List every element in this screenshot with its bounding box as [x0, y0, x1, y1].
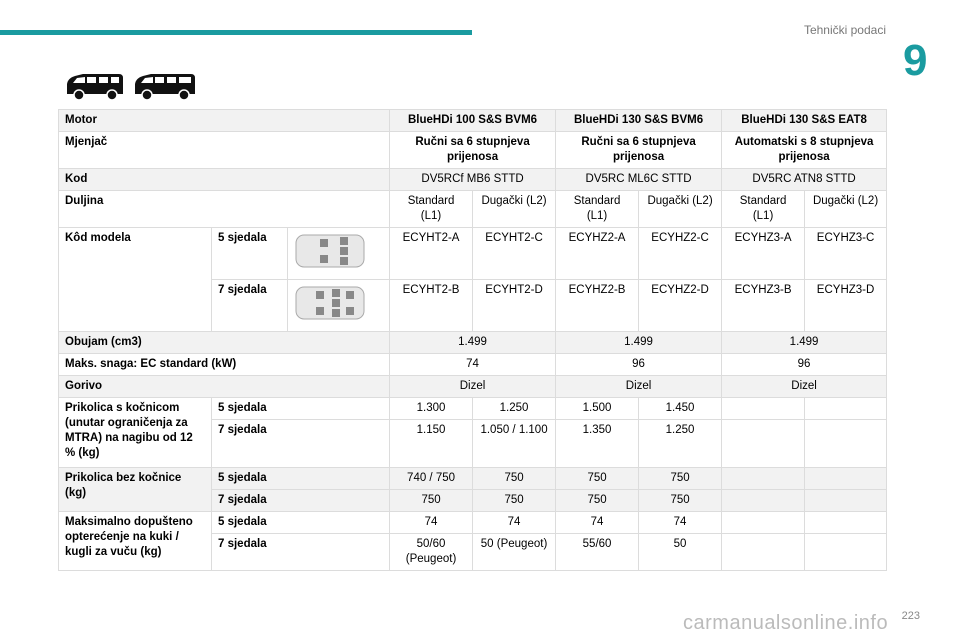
value-cell — [805, 490, 887, 512]
value-cell — [805, 398, 887, 420]
value-cell: 1.250 — [473, 398, 556, 420]
displacement-row — [59, 332, 887, 354]
length-cell: Standard (L1) — [722, 191, 805, 228]
model-code-cell: ECYHZ2-D — [639, 280, 722, 332]
value-cell: 50 — [639, 534, 722, 571]
model-code-cell: ECYHZ2-B — [556, 280, 639, 332]
length-cell: Standard (L1) — [390, 191, 473, 228]
row-label: Duljina — [59, 191, 390, 228]
seat-count-label: 5 sjedala — [212, 398, 390, 420]
model-code-5-row — [59, 228, 887, 280]
displacement-cell: 1.499 — [556, 332, 722, 354]
length-cell: Dugački (L2) — [473, 191, 556, 228]
engine-cell: BlueHDi 130 S&S BVM6 — [556, 110, 722, 132]
seat-count-label: 7 sjedala — [212, 280, 288, 332]
power-cell: 74 — [390, 354, 556, 376]
value-cell: 50/60 (Peugeot) — [390, 534, 473, 571]
technical-data-table — [58, 109, 887, 571]
seat-count-label: 7 sjedala — [212, 534, 390, 571]
seat-layout-5-icon — [294, 231, 366, 271]
row-label: Maks. snaga: EC standard (kW) — [59, 354, 390, 376]
displacement-cell: 1.499 — [722, 332, 887, 354]
value-cell: 1.050 / 1.100 — [473, 420, 556, 468]
code-cell: DV5RC ATN8 STTD — [722, 169, 887, 191]
value-cell: 74 — [473, 512, 556, 534]
value-cell: 1.150 — [390, 420, 473, 468]
model-code-cell: ECYHT2-C — [473, 228, 556, 280]
value-cell — [722, 398, 805, 420]
value-cell: 750 — [639, 490, 722, 512]
length-cell: Dugački (L2) — [639, 191, 722, 228]
value-cell: 750 — [390, 490, 473, 512]
value-cell: 50 (Peugeot) — [473, 534, 556, 571]
seat-count-label: 5 sjedala — [212, 228, 288, 280]
row-label: Obujam (cm3) — [59, 332, 390, 354]
gearbox-row — [59, 132, 887, 169]
value-cell — [722, 420, 805, 468]
gearbox-cell: Automatski s 8 stupnjeva prijenosa — [722, 132, 887, 169]
value-cell: 1.450 — [639, 398, 722, 420]
model-code-cell: ECYHZ2-C — [639, 228, 722, 280]
value-cell: 74 — [556, 512, 639, 534]
seat-count-label: 5 sjedala — [212, 512, 390, 534]
row-label: Kod — [59, 169, 390, 191]
gearbox-cell: Ručni sa 6 stupnjeva prijenosa — [390, 132, 556, 169]
value-cell — [805, 512, 887, 534]
seat-layout-7-icon — [294, 283, 366, 323]
seat-layout-cell — [288, 280, 390, 332]
model-code-cell: ECYHZ2-A — [556, 228, 639, 280]
row-label: Prikolica s kočnicom (unutar ograničenja za MTRA) na nagibu od 12 % (kg) — [59, 398, 212, 468]
code-cell: DV5RC ML6C STTD — [556, 169, 722, 191]
section-title: Tehnički podaci — [803, 23, 886, 37]
value-cell: 1.250 — [639, 420, 722, 468]
row-label: Motor — [59, 110, 390, 132]
code-row — [59, 169, 887, 191]
value-cell: 750 — [473, 490, 556, 512]
value-cell — [722, 534, 805, 571]
gearbox-cell: Ručni sa 6 stupnjeva prijenosa — [556, 132, 722, 169]
length-cell: Standard (L1) — [556, 191, 639, 228]
power-cell: 96 — [556, 354, 722, 376]
model-code-cell: ECYHT2-A — [390, 228, 473, 280]
power-cell: 96 — [722, 354, 887, 376]
value-cell: 55/60 — [556, 534, 639, 571]
towball-5-row — [59, 512, 887, 534]
engine-row — [59, 110, 887, 132]
value-cell: 750 — [556, 490, 639, 512]
vehicle-icons — [65, 72, 195, 107]
row-label: Gorivo — [59, 376, 390, 398]
value-cell: 750 — [639, 468, 722, 490]
model-code-cell: ECYHZ3-A — [722, 228, 805, 280]
value-cell — [805, 420, 887, 468]
model-code-cell: ECYHZ3-D — [805, 280, 887, 332]
row-label: Mjenjač — [59, 132, 390, 169]
seat-count-label: 5 sjedala — [212, 468, 390, 490]
power-row — [59, 354, 887, 376]
braked-trailer-5-row — [59, 398, 887, 420]
unbraked-trailer-5-row — [59, 468, 887, 490]
value-cell: 1.350 — [556, 420, 639, 468]
engine-cell: BlueHDi 130 S&S EAT8 — [722, 110, 887, 132]
value-cell: 1.300 — [390, 398, 473, 420]
value-cell — [722, 512, 805, 534]
seat-count-label: 7 sjedala — [212, 420, 390, 468]
row-label: Prikolica bez kočnice (kg) — [59, 468, 212, 512]
seat-count-label: 7 sjedala — [212, 490, 390, 512]
seat-layout-cell — [288, 228, 390, 280]
value-cell — [805, 468, 887, 490]
length-row — [59, 191, 887, 228]
fuel-cell: Dizel — [390, 376, 556, 398]
fuel-cell: Dizel — [722, 376, 887, 398]
value-cell: 1.500 — [556, 398, 639, 420]
value-cell: 750 — [556, 468, 639, 490]
value-cell: 740 / 750 — [390, 468, 473, 490]
row-label: Maksimalno dopušteno opterećenje na kuki / kugli za vuču (kg) — [59, 512, 212, 571]
chapter-accent-bar — [0, 30, 472, 35]
model-code-cell: ECYHZ3-B — [722, 280, 805, 332]
chapter-number: 9 — [903, 36, 928, 85]
value-cell — [722, 490, 805, 512]
page-number: 223 — [901, 610, 920, 622]
fuel-row — [59, 376, 887, 398]
value-cell: 74 — [390, 512, 473, 534]
length-cell: Dugački (L2) — [805, 191, 887, 228]
code-cell: DV5RCf MB6 STTD — [390, 169, 556, 191]
van-short-icon — [67, 74, 123, 100]
fuel-cell: Dizel — [556, 376, 722, 398]
model-code-cell: ECYHT2-B — [390, 280, 473, 332]
watermark: carmanualsonline.info — [683, 612, 889, 634]
value-cell: 74 — [639, 512, 722, 534]
displacement-cell: 1.499 — [390, 332, 556, 354]
van-long-icon — [135, 74, 195, 100]
engine-cell: BlueHDi 100 S&S BVM6 — [390, 110, 556, 132]
model-code-cell: ECYHZ3-C — [805, 228, 887, 280]
value-cell — [805, 534, 887, 571]
row-label: Kôd modela — [59, 228, 212, 332]
value-cell: 750 — [473, 468, 556, 490]
model-code-cell: ECYHT2-D — [473, 280, 556, 332]
value-cell — [722, 468, 805, 490]
